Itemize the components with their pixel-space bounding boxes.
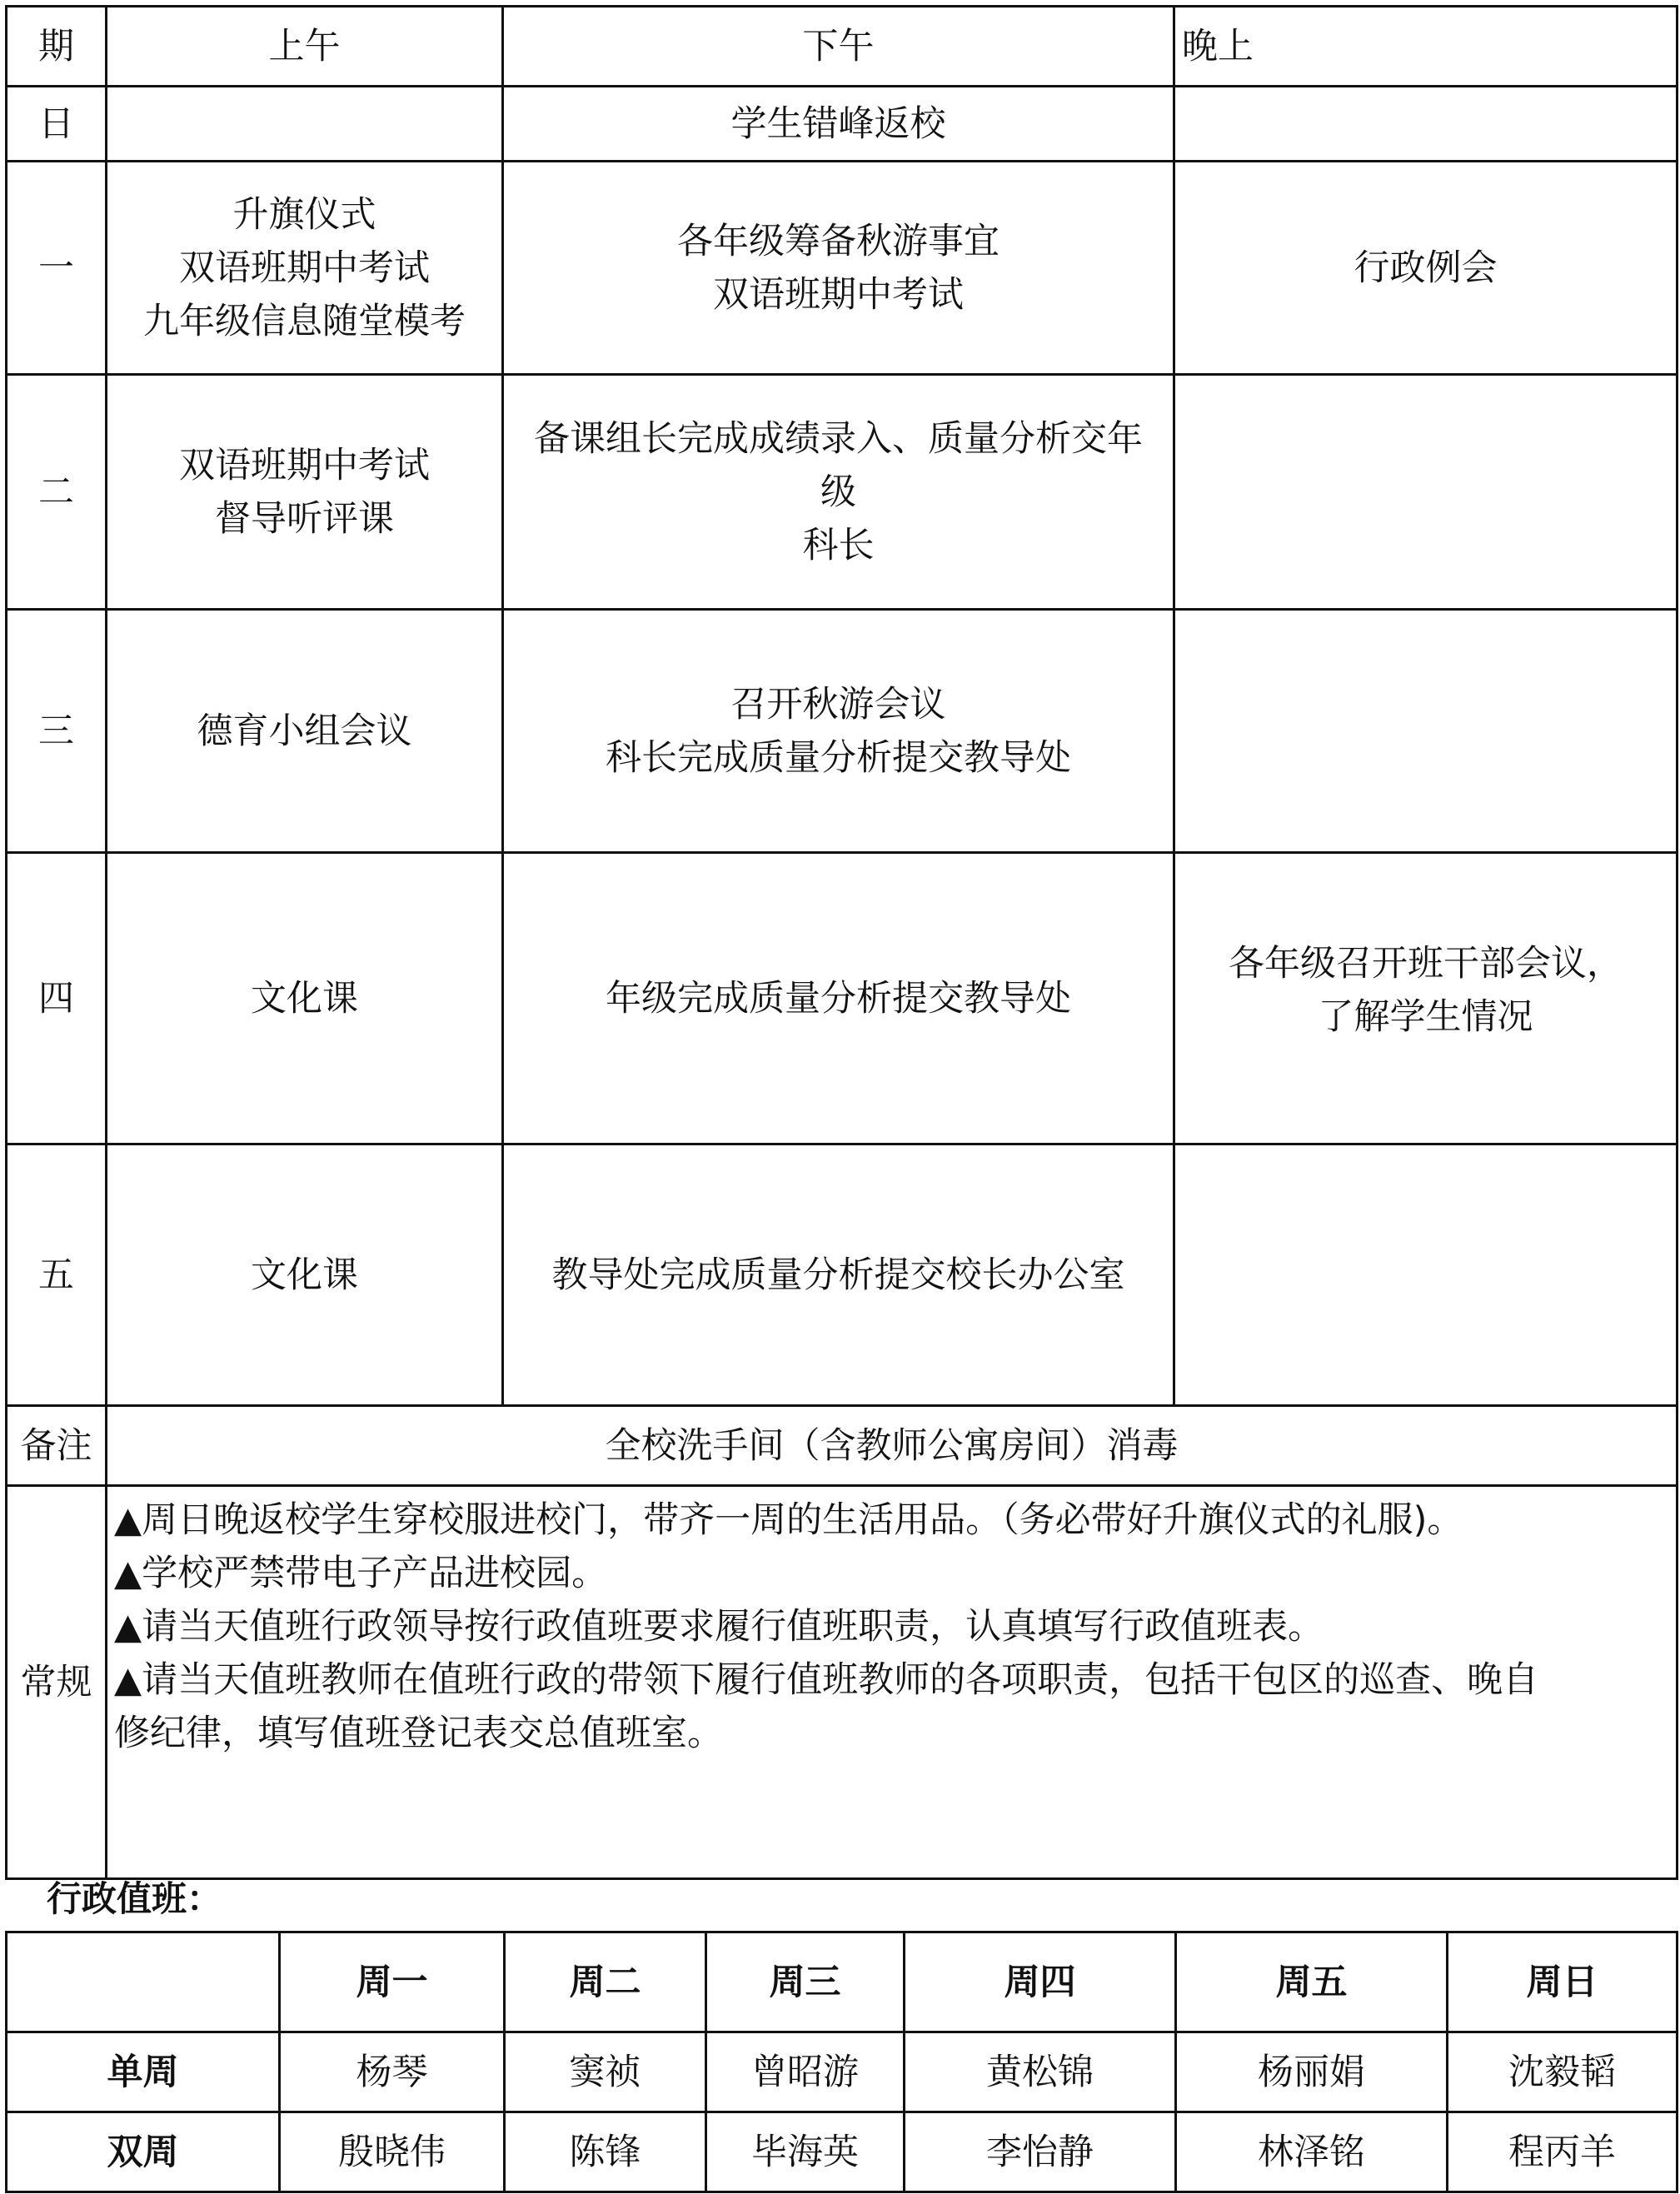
duty-name: 曾昭游 [706,2032,905,2112]
schedule-row-friday [7,1144,1678,1406]
duty-name: 殷晓伟 [280,2112,505,2192]
morning-cell [107,375,503,610]
afternoon-cell [503,87,1174,162]
evening-item: 行政例会 [1353,247,1498,289]
duty-day-header: 周一 [280,1932,505,2032]
duty-name: 沈毅韬 [1448,2032,1678,2112]
evening-cell [1174,375,1678,610]
afternoon-item: 年级完成质量分析提交教导处 [606,977,1071,1020]
morning-item: 双语班期中考试 [179,247,430,289]
duty-day-header: 周三 [706,1932,905,2032]
afternoon-item: 科长完成质量分析提交教导处 [606,736,1071,779]
afternoon-item: 召开秋游会议 [730,683,946,726]
evening-item: 各年级召开班干部会议， [1229,943,1623,985]
duty-name: 窦祯 [505,2032,706,2112]
duty-week-label: 单周 [7,2032,280,2112]
remark-label: 备注 [7,1406,107,1486]
morning-cell [107,853,503,1144]
day-label: 一 [7,162,107,375]
routine-note: 修纪律，填写值班登记表交总值班室。 [114,1713,723,1754]
routine-note: ▲周日晚返校学生穿校服进校门，带齐一周的生活用品。（务必带好升旗仪式的礼服)。 [114,1499,1463,1541]
routine-note: ▲请当天值班教师在值班行政的带领下履行值班教师的各项职责，包括干包区的巡查、晚自 [114,1659,1539,1701]
afternoon-cell [503,375,1174,610]
routine-row [7,1486,1678,1879]
evening-item: 了解学生情况 [1318,996,1533,1038]
afternoon-item: 科长 [802,524,875,566]
morning-cell [107,1144,503,1406]
duty-corner-cell [7,1932,280,2032]
day-label: 三 [7,610,107,853]
evening-cell [1174,610,1678,853]
duty-day-header: 周日 [1448,1932,1678,2032]
routine-note: ▲学校严禁带电子产品进校园。 [114,1553,608,1594]
day-label: 四 [7,853,107,1144]
routine-note: ▲请当天值班行政领导按行政值班要求履行值班职责，认真填写行政值班表。 [114,1606,1324,1648]
afternoon-cell [503,1144,1174,1406]
afternoon-cell [503,853,1174,1144]
afternoon-item: 级 [820,471,856,513]
schedule-row-tuesday [7,375,1678,610]
morning-item: 督导听评课 [215,497,394,540]
duty-roster-table [5,1931,1678,2193]
duty-day-header: 周二 [505,1932,706,2032]
schedule-row-monday [7,162,1678,375]
morning-item: 德育小组会议 [197,710,412,752]
header-day: 期 [7,7,107,87]
duty-name: 黄松锦 [905,2032,1176,2112]
afternoon-item: 各年级筹备秋游事宜 [677,220,1000,262]
remark-text: 全校洗手间（含教师公寓房间）消毒 [107,1406,1678,1486]
duty-name: 林泽铭 [1176,2112,1448,2192]
afternoon-item: 教导处完成质量分析提交校长办公室 [551,1254,1125,1296]
duty-name: 陈锋 [505,2112,706,2192]
header-morning: 上午 [107,7,503,87]
duty-name: 李怡静 [905,2112,1176,2192]
schedule-header-row [7,7,1678,87]
morning-cell [107,610,503,853]
morning-item: 九年级信息随堂模考 [143,300,466,342]
routine-label: 常规 [7,1486,107,1879]
morning-item: 双语班期中考试 [179,444,430,486]
evening-cell [1174,853,1678,1144]
day-label: 日 [7,87,107,162]
remark-row [7,1406,1678,1486]
day-label: 二 [7,375,107,610]
duty-name: 程丙羊 [1448,2112,1678,2192]
duty-name: 杨琴 [280,2032,505,2112]
duty-row-odd-week [7,2032,1678,2112]
schedule-row-wednesday [7,610,1678,853]
header-afternoon: 下午 [503,7,1174,87]
morning-item: 文化课 [251,977,358,1020]
header-evening: 晚上 [1174,7,1678,87]
duty-name: 毕海英 [706,2112,905,2192]
duty-name: 杨丽娟 [1176,2032,1448,2112]
routine-notes [107,1486,1678,1879]
day-label: 五 [7,1144,107,1406]
afternoon-cell [503,610,1174,853]
afternoon-cell [503,162,1174,375]
morning-item: 升旗仪式 [232,193,376,236]
evening-cell [1174,87,1678,162]
schedule-row-sunday [7,87,1678,162]
duty-header-row [7,1932,1678,2032]
duty-row-even-week [7,2112,1678,2192]
duty-week-label: 双周 [7,2112,280,2192]
afternoon-item: 备课组长完成成绩录入、质量分析交年 [534,417,1143,460]
weekly-schedule-table [5,5,1678,1880]
schedule-row-thursday [7,853,1678,1144]
morning-cell [107,162,503,375]
duty-title: 行政值班： [47,1878,222,1919]
duty-day-header: 周五 [1176,1932,1448,2032]
evening-cell [1174,162,1678,375]
duty-day-header: 周四 [905,1932,1176,2032]
morning-cell [107,87,503,162]
evening-cell [1174,1144,1678,1406]
afternoon-item: 双语班期中考试 [713,273,964,316]
afternoon-item: 学生错峰返校 [730,102,946,145]
morning-item: 文化课 [251,1254,358,1296]
